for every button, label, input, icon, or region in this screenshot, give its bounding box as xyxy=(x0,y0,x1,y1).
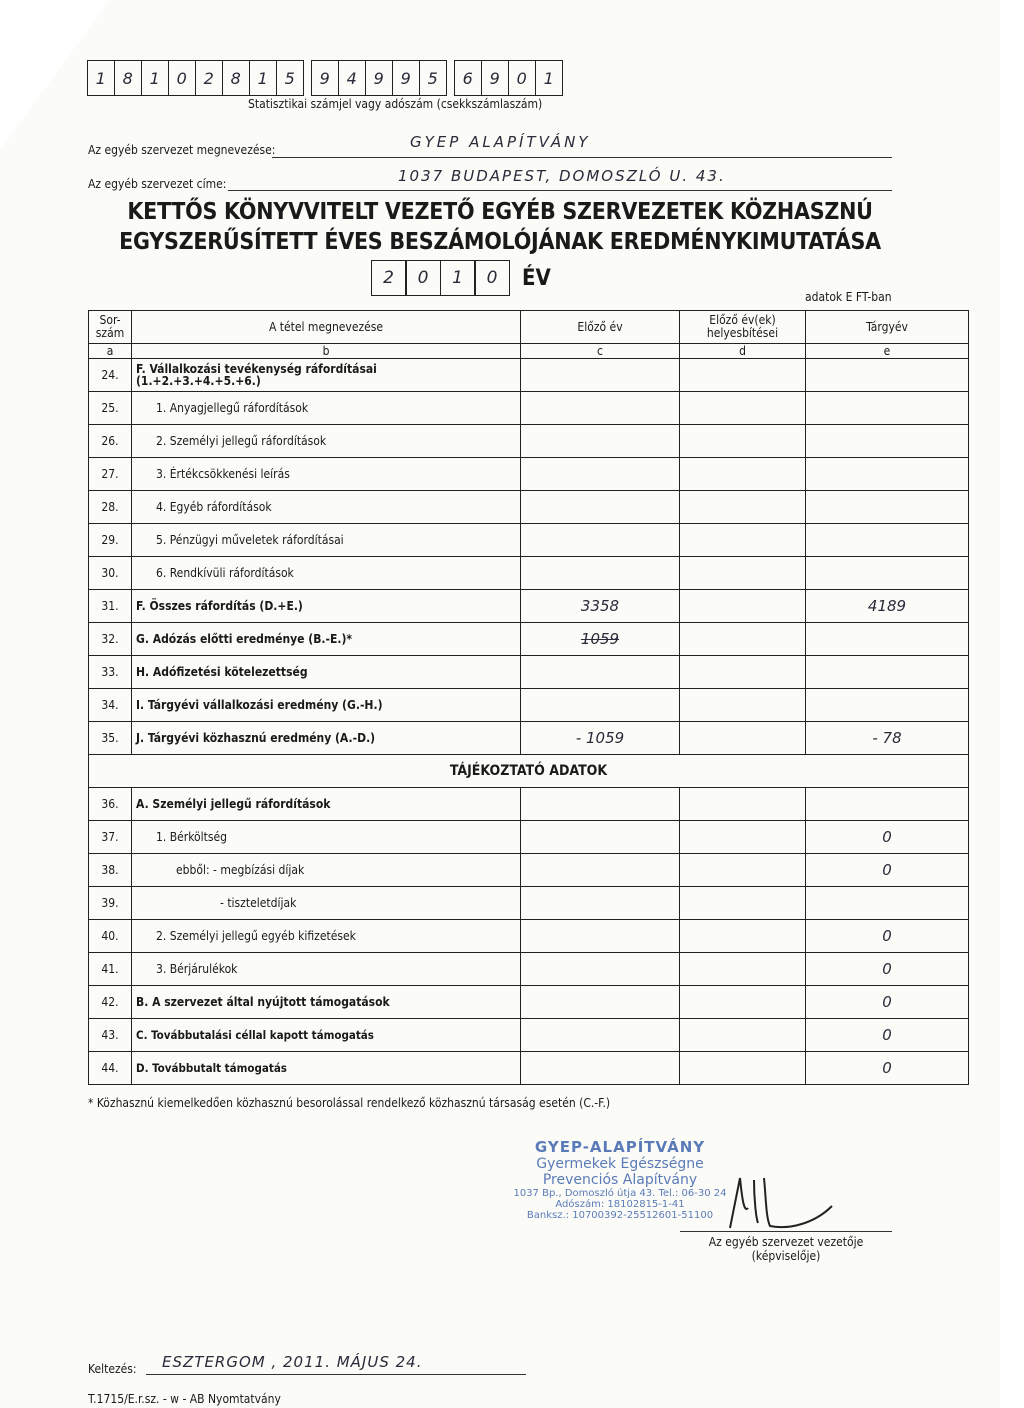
row-label: 5. Pénzügyi műveletek ráfordításai xyxy=(132,524,521,557)
row-label: F. Vállalkozási tevékenység ráfordításai (1.+2.+3.+4.+5.+6.) xyxy=(132,359,521,392)
row-label: B. A szervezet által nyújtott támogatások xyxy=(132,986,521,1019)
prev-year-value xyxy=(521,656,680,689)
row-number: 28. xyxy=(89,491,132,524)
row-label: A. Személyi jellegű ráfordítások xyxy=(132,788,521,821)
current-year-value: 4189 xyxy=(806,590,969,623)
prev-year-value xyxy=(521,788,680,821)
income-statement-table xyxy=(88,310,969,1085)
table-header-row xyxy=(89,311,969,344)
stat-id-caption: Statisztikai számjel vagy adószám (csekkszámlaszám) xyxy=(248,97,543,111)
org-name-label: Az egyéb szervezet megnevezése: xyxy=(88,143,276,157)
id-digit-box: 0 xyxy=(168,60,197,96)
stamp-line: Gyermekek Egészségne xyxy=(536,1156,704,1172)
current-year-value xyxy=(806,458,969,491)
row-number: 39. xyxy=(89,887,132,920)
date-label: Keltezés: xyxy=(88,1362,137,1376)
id-digit-box: 8 xyxy=(114,60,143,96)
row-number: 25. xyxy=(89,392,132,425)
form-code: T.1715/E.r.sz. - w - AB Nyomtatvány xyxy=(88,1392,281,1406)
table-row xyxy=(89,986,969,1019)
prev-year-value xyxy=(521,392,680,425)
row-number: 36. xyxy=(89,788,132,821)
row-number: 29. xyxy=(89,524,132,557)
table-row xyxy=(89,854,969,887)
id-digit-box: 1 xyxy=(249,60,278,96)
stamp-line: 1037 Bp., Domoszló útja 43. Tel.: 06-30 24 xyxy=(513,1188,727,1199)
col-header-b: A tétel megnevezése xyxy=(132,311,521,344)
info-section-row xyxy=(89,755,969,788)
id-digit-box: 1 xyxy=(535,60,564,96)
correction-value xyxy=(680,722,806,755)
current-year-value: - 78 xyxy=(806,722,969,755)
id-digit-box: 1 xyxy=(87,60,116,96)
current-year-value xyxy=(806,887,969,920)
table-row xyxy=(89,623,969,656)
current-year-value xyxy=(806,392,969,425)
row-number: 24. xyxy=(89,359,132,392)
year-digit-box: 2 xyxy=(371,260,407,296)
prev-year-value xyxy=(521,953,680,986)
row-label: I. Tárgyévi vállalkozási eredmény (G.-H.) xyxy=(132,689,521,722)
current-year-value xyxy=(806,788,969,821)
row-label: J. Tárgyévi közhasznú eredmény (A.-D.) xyxy=(132,722,521,755)
id-digit-box: 6 xyxy=(454,60,483,96)
row-label: 4. Egyéb ráfordítások xyxy=(132,491,521,524)
row-label: 1. Anyagjellegű ráfordítások xyxy=(132,392,521,425)
table-row xyxy=(89,722,969,755)
table-row xyxy=(89,491,969,524)
table-row xyxy=(89,920,969,953)
correction-value xyxy=(680,887,806,920)
org-name-value: GYEP ALAPÍTVÁNY xyxy=(410,133,591,151)
col-header-d: Előző év(ek) helyesbítései xyxy=(680,311,806,344)
table-row xyxy=(89,953,969,986)
prev-year-value xyxy=(521,491,680,524)
prev-year-value: 1059 xyxy=(521,623,680,656)
correction-value xyxy=(680,953,806,986)
current-year-value xyxy=(806,623,969,656)
row-number: 34. xyxy=(89,689,132,722)
current-year-value xyxy=(806,491,969,524)
row-label: G. Adózás előtti eredménye (B.-E.)* xyxy=(132,623,521,656)
row-label: F. Összes ráfordítás (D.+E.) xyxy=(132,590,521,623)
correction-value xyxy=(680,458,806,491)
stamp-line: Adószám: 18102815-1-41 xyxy=(555,1199,685,1210)
col-letter: b xyxy=(132,344,521,359)
row-label: - tiszteletdíjak xyxy=(132,887,521,920)
table-row xyxy=(89,524,969,557)
col-letter: a xyxy=(89,344,132,359)
col-header-c: Előző év xyxy=(521,311,680,344)
form-title-line2: EGYSZERŰSÍTETT ÉVES BESZÁMOLÓJÁNAK EREDMÉNYKIMUTATÁSA xyxy=(119,229,881,255)
id-digit-box: 5 xyxy=(276,60,305,96)
org-address-label: Az egyéb szervezet címe: xyxy=(88,177,227,191)
current-year-value xyxy=(806,656,969,689)
year-label: ÉV xyxy=(522,266,551,291)
col-letter: d xyxy=(680,344,806,359)
row-label: 3. Értékcsökkenési leírás xyxy=(132,458,521,491)
year-boxes xyxy=(372,260,510,296)
info-section-title: TÁJÉKOZTATÓ ADATOK xyxy=(89,755,969,788)
row-number: 42. xyxy=(89,986,132,1019)
prev-year-value xyxy=(521,524,680,557)
table-row xyxy=(89,656,969,689)
row-label: ebből: - megbízási díjak xyxy=(132,854,521,887)
table-row xyxy=(89,359,969,392)
prev-year-value: - 1059 xyxy=(521,722,680,755)
current-year-value xyxy=(806,359,969,392)
signer-subtitle: (képviselője) xyxy=(751,1249,821,1263)
col-header-e: Tárgyév xyxy=(806,311,969,344)
org-address-value: 1037 BUDAPEST, DOMOSZLÓ U. 43. xyxy=(398,167,726,185)
prev-year-value xyxy=(521,821,680,854)
prev-year-value xyxy=(521,458,680,491)
row-label: H. Adófizetési kötelezettség xyxy=(132,656,521,689)
table-row xyxy=(89,425,969,458)
row-number: 27. xyxy=(89,458,132,491)
id-digit-box: 9 xyxy=(311,60,340,96)
signature-line xyxy=(680,1231,892,1232)
row-label: 2. Személyi jellegű ráfordítások xyxy=(132,425,521,458)
current-year-value: 0 xyxy=(806,1052,969,1085)
stamp-line: Banksz.: 10700392-25512601-51100 xyxy=(526,1210,714,1221)
row-number: 40. xyxy=(89,920,132,953)
id-digit-box: 2 xyxy=(195,60,224,96)
prev-year-value xyxy=(521,425,680,458)
row-number: 37. xyxy=(89,821,132,854)
prev-year-value: 3358 xyxy=(521,590,680,623)
row-number: 43. xyxy=(89,1019,132,1052)
signer-title: Az egyéb szervezet vezetője xyxy=(708,1235,864,1249)
current-year-value xyxy=(806,557,969,590)
id-digit-box: 9 xyxy=(392,60,421,96)
current-year-value: 0 xyxy=(806,953,969,986)
stamp-line: GYEP-ALAPÍTVÁNY xyxy=(534,1138,706,1156)
date-value: ESZTERGOM , 2011. MÁJUS 24. xyxy=(162,1353,423,1371)
row-label: 2. Személyi jellegű egyéb kifizetések xyxy=(132,920,521,953)
correction-value xyxy=(680,392,806,425)
current-year-value: 0 xyxy=(806,1019,969,1052)
column-letters-row xyxy=(89,344,969,359)
id-digit-box: 8 xyxy=(222,60,251,96)
prev-year-value xyxy=(521,1052,680,1085)
year-digit-box: 0 xyxy=(405,260,441,296)
footnote: * Közhasznú kiemelkedően közhasznú besorolással rendelkező közhasznú társaság esetén (C.-F.) xyxy=(88,1096,611,1110)
table-row xyxy=(89,821,969,854)
org-name-line xyxy=(272,157,892,158)
row-number: 44. xyxy=(89,1052,132,1085)
row-number: 35. xyxy=(89,722,132,755)
correction-value xyxy=(680,524,806,557)
organization-stamp xyxy=(500,1138,740,1221)
prev-year-value xyxy=(521,689,680,722)
row-number: 41. xyxy=(89,953,132,986)
row-label: D. Továbbutalt támogatás xyxy=(132,1052,521,1085)
units-label: adatok E FT-ban xyxy=(805,290,892,304)
correction-value xyxy=(680,557,806,590)
current-year-value: 0 xyxy=(806,920,969,953)
table-row xyxy=(89,392,969,425)
id-digit-box: 5 xyxy=(419,60,448,96)
table-row xyxy=(89,788,969,821)
correction-value xyxy=(680,1052,806,1085)
id-digit-box: 4 xyxy=(338,60,367,96)
table-row xyxy=(89,557,969,590)
year-digit-box: 1 xyxy=(440,260,476,296)
prev-year-value xyxy=(521,359,680,392)
prev-year-value xyxy=(521,920,680,953)
row-number: 33. xyxy=(89,656,132,689)
current-year-value xyxy=(806,524,969,557)
table-row xyxy=(89,458,969,491)
correction-value xyxy=(680,359,806,392)
form-title-line1: KETTŐS KÖNYVVITELT VEZETŐ EGYÉB SZERVEZETEK KÖZHASZNÚ xyxy=(127,199,873,225)
current-year-value: 0 xyxy=(806,986,969,1019)
current-year-value: 0 xyxy=(806,854,969,887)
row-label: 1. Bérköltség xyxy=(132,821,521,854)
table-row xyxy=(89,1019,969,1052)
row-number: 30. xyxy=(89,557,132,590)
table-row xyxy=(89,689,969,722)
prev-year-value xyxy=(521,887,680,920)
table-row xyxy=(89,1052,969,1085)
col-letter: e xyxy=(806,344,969,359)
stamp-line: Prevenciós Alapítvány xyxy=(542,1172,698,1188)
correction-value xyxy=(680,986,806,1019)
correction-value xyxy=(680,854,806,887)
correction-value xyxy=(680,821,806,854)
row-label: 6. Rendkívüli ráfordítások xyxy=(132,557,521,590)
current-year-value xyxy=(806,689,969,722)
prev-year-value xyxy=(521,1019,680,1052)
row-number: 32. xyxy=(89,623,132,656)
id-digit-box: 0 xyxy=(508,60,537,96)
date-line xyxy=(146,1374,526,1375)
col-header-a: Sor- szám xyxy=(89,311,132,344)
current-year-value xyxy=(806,425,969,458)
id-digit-box: 1 xyxy=(141,60,170,96)
stat-id-boxes xyxy=(88,60,563,96)
prev-year-value xyxy=(521,986,680,1019)
current-year-value: 0 xyxy=(806,821,969,854)
correction-value xyxy=(680,1019,806,1052)
correction-value xyxy=(680,425,806,458)
correction-value xyxy=(680,590,806,623)
table-row xyxy=(89,590,969,623)
id-digit-box: 9 xyxy=(481,60,510,96)
correction-value xyxy=(680,920,806,953)
correction-value xyxy=(680,656,806,689)
signature xyxy=(720,1168,840,1238)
table-row xyxy=(89,887,969,920)
correction-value xyxy=(680,689,806,722)
id-digit-box: 9 xyxy=(365,60,394,96)
correction-value xyxy=(680,788,806,821)
year-digit-box: 0 xyxy=(474,260,510,296)
col-letter: c xyxy=(521,344,680,359)
row-number: 38. xyxy=(89,854,132,887)
row-label: C. Továbbutalási céllal kapott támogatás xyxy=(132,1019,521,1052)
row-label: 3. Bérjárulékok xyxy=(132,953,521,986)
row-number: 31. xyxy=(89,590,132,623)
row-number: 26. xyxy=(89,425,132,458)
prev-year-value xyxy=(521,557,680,590)
correction-value xyxy=(680,491,806,524)
prev-year-value xyxy=(521,854,680,887)
org-address-line xyxy=(228,190,892,191)
correction-value xyxy=(680,623,806,656)
